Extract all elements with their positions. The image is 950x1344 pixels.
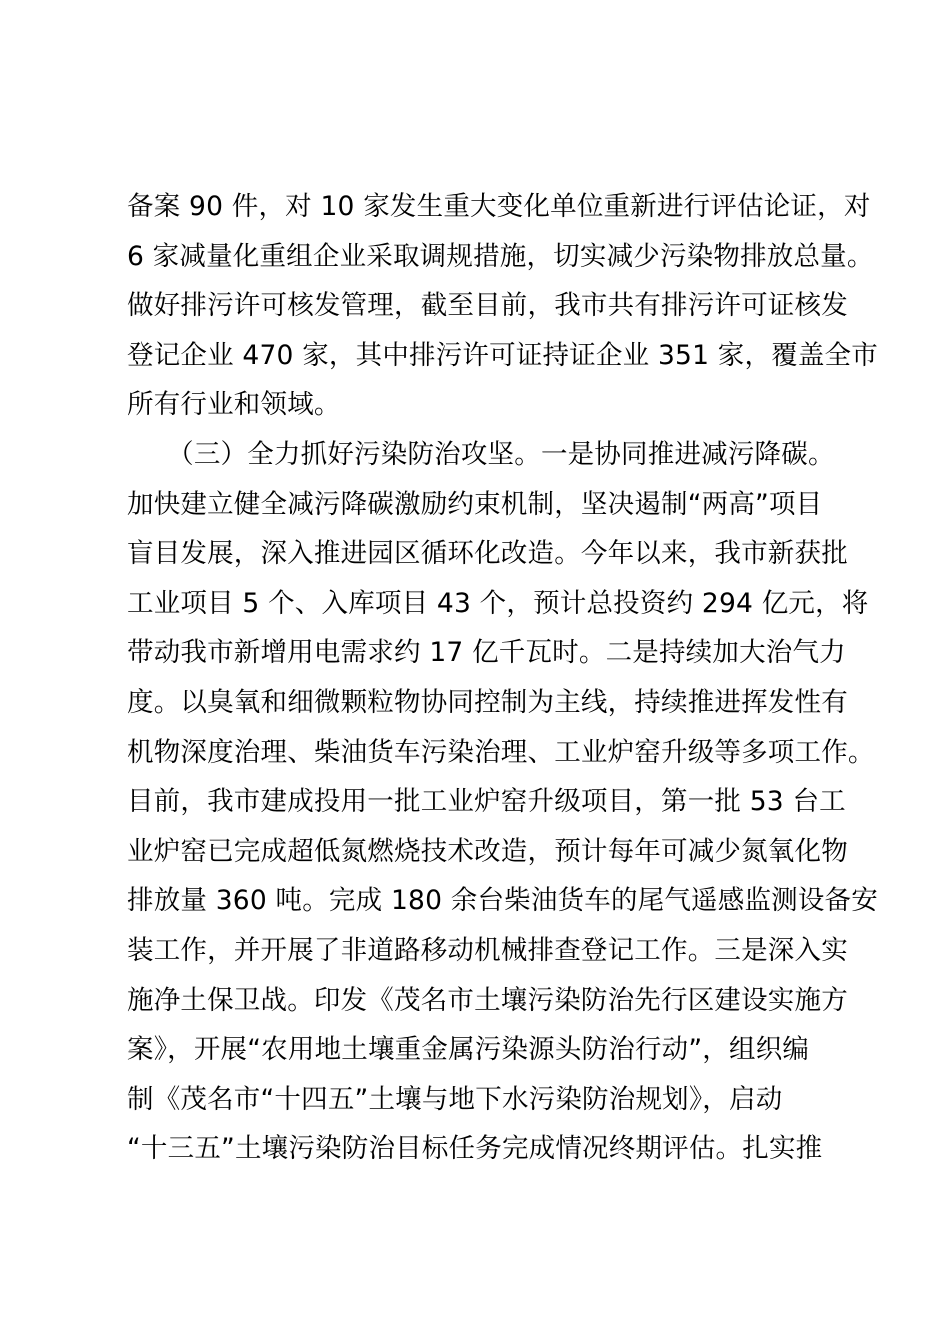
- text-line: 盲目发展，深入推进园区循环化改造。今年以来，我市新获批: [127, 538, 848, 570]
- text-line: 机物深度治理、柴油货车污染治理、工业炉窑升级等多项工作。: [127, 736, 875, 768]
- text-line: 做好排污许可核发管理，截至目前，我市共有排污许可证核发: [127, 290, 848, 322]
- text-line: 目前，我市建成投用一批工业炉窑升级项目，第一批 53 台工: [127, 786, 846, 818]
- text-line: 加快建立健全减污降碳激励约束机制，坚决遏制“两高”项目: [127, 488, 823, 520]
- text-line: 工业项目 5 个、入库项目 43 个，预计总投资约 294 亿元，将: [127, 587, 869, 619]
- text-line: 施净土保卫战。印发《茂名市土壤污染防治先行区建设实施方: [127, 984, 848, 1016]
- section-heading-line: （三）全力抓好污染防治攻坚。一是协同推进减污降碳。: [127, 438, 835, 470]
- text-line: 6 家减量化重组企业采取调规措施，切实减少污染物排放总量。: [127, 240, 874, 272]
- text-line: 案》，开展“农用地土壤重金属污染源头防治行动”，组织编: [127, 1034, 810, 1066]
- text-line: 所有行业和领域。: [127, 389, 341, 421]
- text-line: 度。以臭氧和细微颗粒物协同控制为主线，持续推进挥发性有: [127, 686, 848, 718]
- text-line: 登记企业 470 家，其中排污许可证持证企业 351 家，覆盖全市: [127, 339, 878, 371]
- text-line: 业炉窑已完成超低氮燃烧技术改造，预计每年可减少氮氧化物: [127, 835, 848, 867]
- text-line: 排放量 360 吨。完成 180 余台柴油货车的尾气遥感监测设备安: [127, 885, 878, 917]
- text-line: “十三五”土壤污染防治目标任务完成情况终期评估。扎实推: [127, 1133, 823, 1165]
- text-line: 装工作，并开展了非道路移动机械排查登记工作。三是深入实: [127, 934, 848, 966]
- text-line: 带动我市新增用电需求约 17 亿千瓦时。二是持续加大治气力: [127, 637, 846, 669]
- body-text: [127, 182, 878, 1174]
- text-line: 制《茂名市“十四五”土壤与地下水污染防治规划》，启动: [127, 1083, 783, 1115]
- text-line: 备案 90 件，对 10 家发生重大变化单位重新进行评估论证，对: [127, 191, 871, 222]
